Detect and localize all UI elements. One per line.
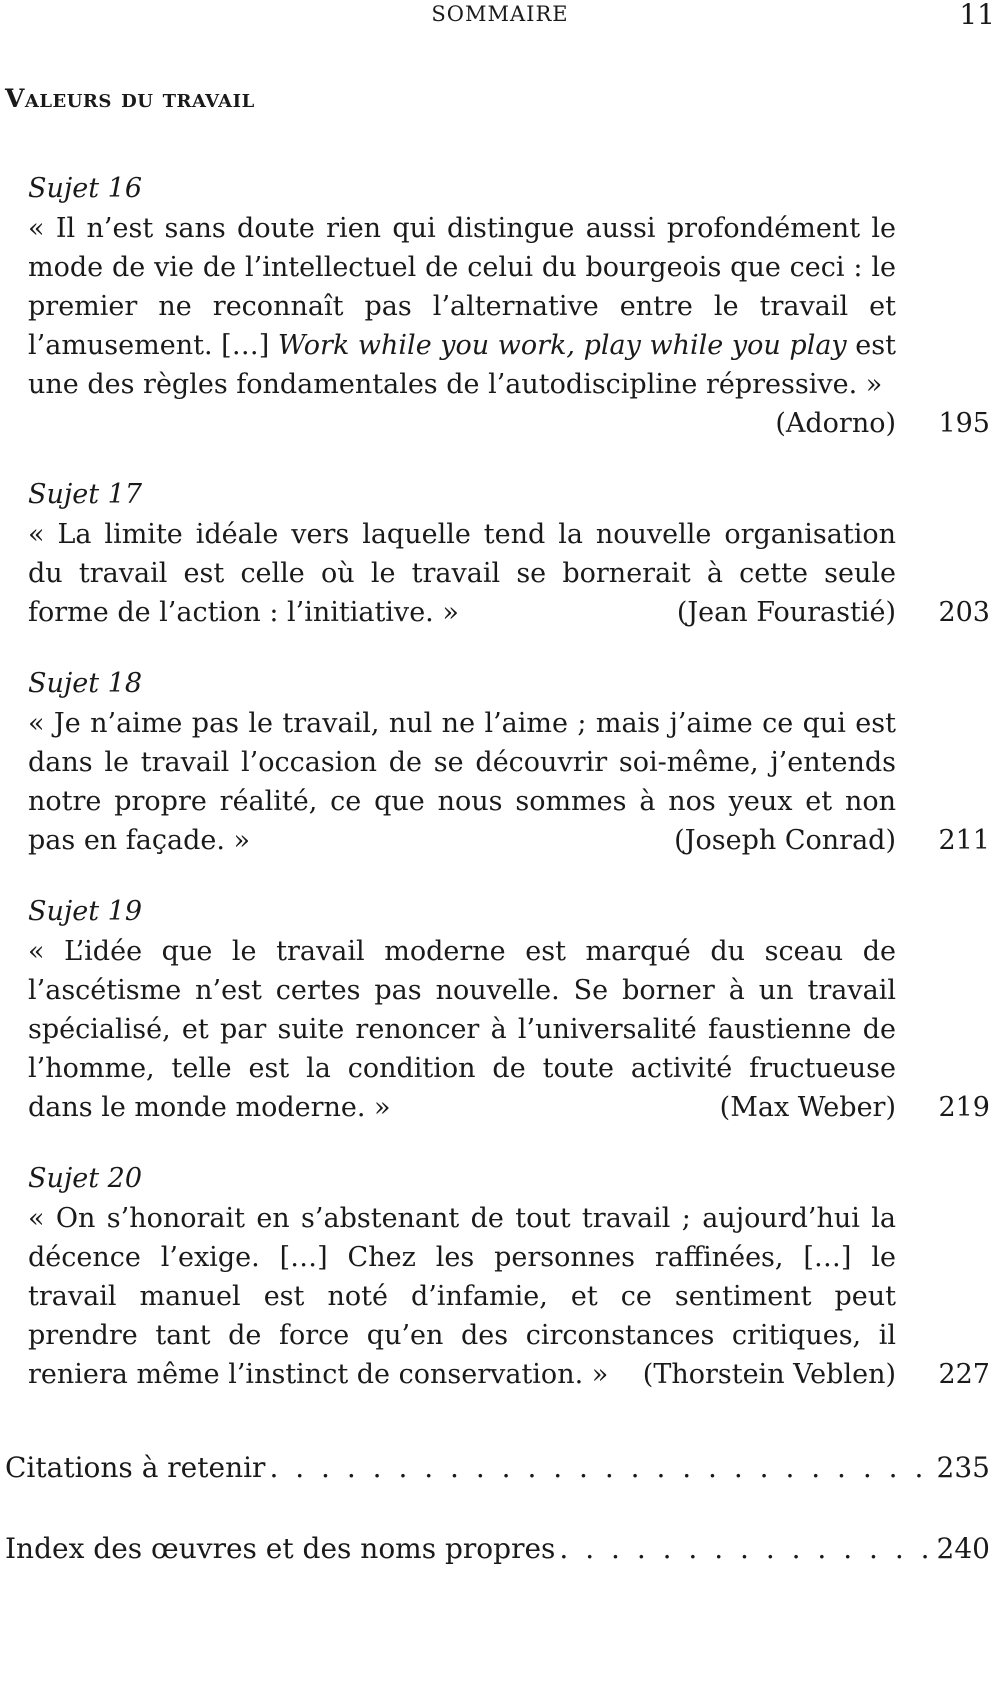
toc-entry-sujet-17[interactable] [28, 474, 990, 632]
running-header [0, 0, 1000, 40]
toc-entry-sujet-18[interactable] [28, 663, 990, 860]
quote-author: (Thorstein Veblen) [642, 1359, 896, 1390]
toc-entry-page-number: 240 [936, 1532, 990, 1565]
entry-quote [28, 932, 896, 1127]
entry-page-number: 219 [938, 1092, 990, 1123]
entry-heading: Sujet 20 [28, 1163, 143, 1194]
entry-quote [28, 704, 896, 860]
toc-entry-sujet-20[interactable] [28, 1158, 990, 1394]
toc-entry-sujet-19[interactable] [28, 891, 990, 1127]
page-number: 11 [959, 0, 995, 31]
quote-text: « L’idée que le travail moderne est marqué du sceau de l’ascétisme n’est certes pas nouvelle. Se borner à un travail spécialisé, et par suite renoncer à l’universalité faustienne de l’homme, telle est la condition de toute activité fructueuse dans le monde moderne. » [28, 936, 896, 1123]
quote-author: (Max Weber) [719, 1092, 896, 1123]
quote-text: « La limite idéale vers laquelle tend la nouvelle organisation du travail est celle où le travail se bornerait à cette seule forme de l’action : l’initiative. » [28, 519, 896, 628]
toc-entry-label: Citations à retenir [5, 1451, 266, 1484]
entry-page-number: 195 [938, 408, 990, 439]
toc-entry-citations[interactable] [5, 1446, 990, 1490]
quote-text: « On s’honorait en s’abstenant de tout travail ; aujourd’hui la décence l’exige. […] Chez les personnes raffinées, […] le travail manuel est noté d’infamie, et ce sentiment peut prendre tant de force qu’en des circonstances critiques, il reniera même l’instinct de conservation. » [28, 1203, 896, 1390]
entry-quote [28, 1199, 896, 1394]
dot-leader [269, 1446, 928, 1490]
entry-heading: Sujet 17 [28, 479, 143, 510]
quote-text: « Je n’aime pas le travail, nul ne l’aime ; mais j’aime ce qui est dans le travail l’occasion de se découvrir soi-même, j’entends notre propre réalité, ce que nous sommes à nos yeux et non pas en façade. » [28, 708, 896, 856]
toc-entry-label: Index des œuvres et des noms propres [5, 1532, 556, 1565]
entry-page-number: 211 [938, 825, 990, 856]
toc-extras [5, 1446, 990, 1608]
toc-entry-index[interactable] [5, 1527, 990, 1571]
entry-heading: Sujet 16 [28, 173, 143, 204]
entry-heading: Sujet 18 [28, 668, 143, 699]
toc-entry-page-number: 235 [936, 1451, 990, 1484]
section-title: Valeurs du travail [5, 84, 255, 113]
entry-page-number: 203 [938, 597, 990, 628]
entry-quote [28, 515, 896, 632]
toc-entry-sujet-16[interactable] [28, 168, 990, 443]
quote-text: est une des règles fondamentales de l’autodiscipline répressive. » [28, 330, 896, 400]
quote-text: « Il n’est sans doute rien qui distingue aussi profondément le mode de vie de l’intellectuel de celui du bourgeois que ceci : le premier ne reconnaît pas l’alternative entre le travail et l’amusement. […] [28, 213, 896, 361]
quote-author: (Adorno) [775, 408, 896, 439]
quote-author: (Jean Fourastié) [676, 597, 896, 628]
quote-author: (Joseph Conrad) [674, 825, 896, 856]
toc-entries [28, 168, 990, 1425]
entry-heading: Sujet 19 [28, 896, 143, 927]
dot-leader [559, 1527, 928, 1571]
entry-page-number: 227 [938, 1359, 990, 1390]
quote-italic-text: Work while you work, play while you play [277, 330, 847, 361]
entry-quote [28, 209, 896, 443]
running-title: SOMMAIRE [431, 2, 569, 26]
